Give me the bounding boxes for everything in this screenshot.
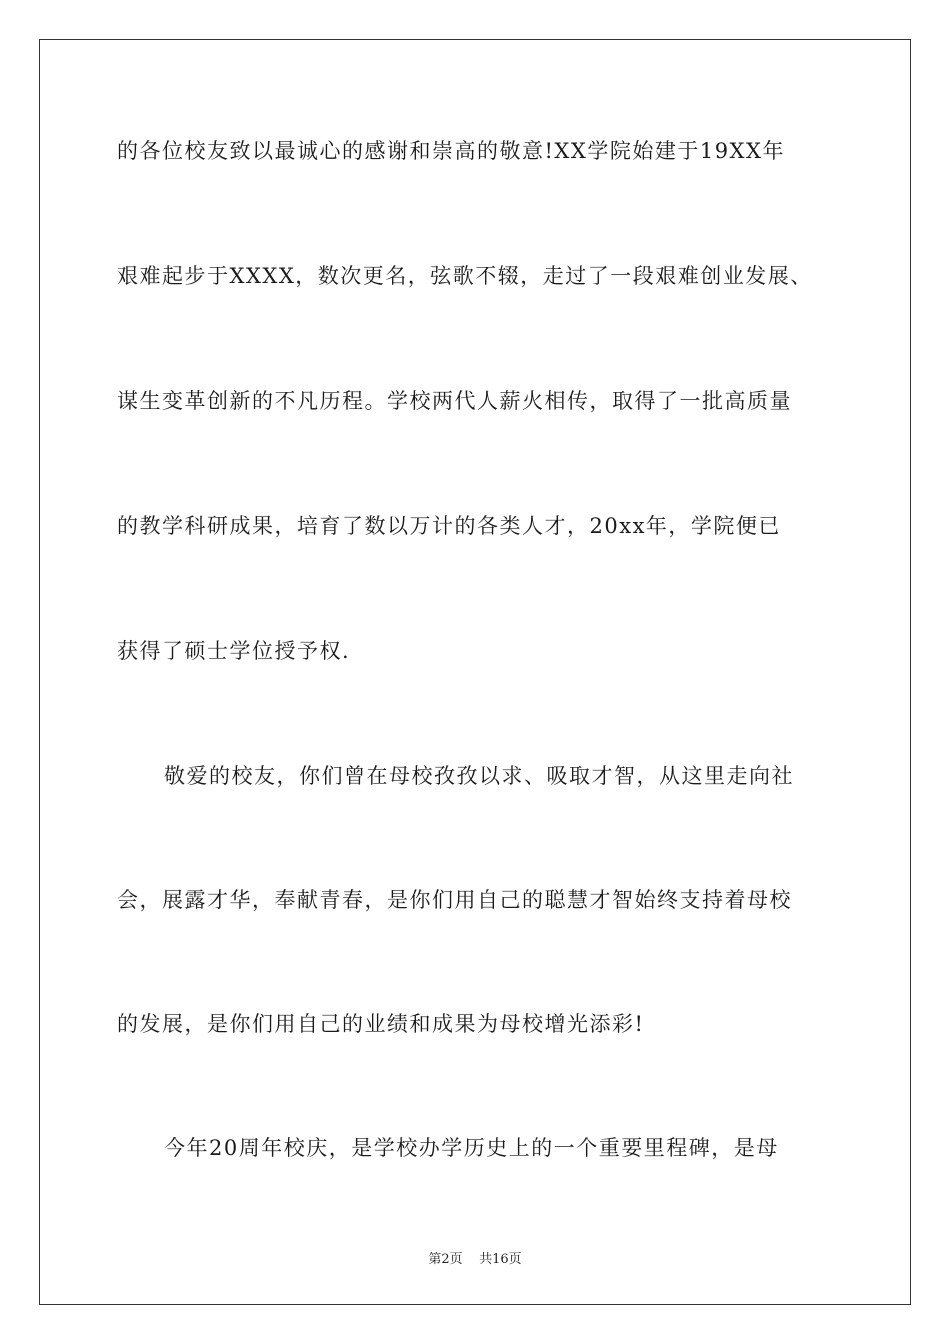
text-line: 的发展，是你们用自己的业绩和成果为母校增光添彩! [117,1012,645,1036]
page-frame [39,39,911,1305]
page-footer [0,1248,950,1267]
text-line: 获得了硕士学位授予权. [117,639,351,663]
text-line: 会，展露才华，奉献青春，是你们用自己的聪慧才智始终支持着母校 [117,888,792,912]
paragraph-first-line: 敬爱的校友，你们曾在母校孜孜以求、吸取才智，从这里走向社 [164,764,794,788]
text-line: 的各位校友致以最诚心的感谢和崇高的敬意!XX学院始建于19XX年 [117,139,785,163]
page-number: 第2页 [428,1252,463,1267]
paragraph-first-line: 今年20周年校庆，是学校办学历史上的一个重要里程碑，是母 [164,1136,779,1160]
text-line: 的教学科研成果，培育了数以万计的各类人才，20xx年，学院便已 [117,514,781,538]
text-line: 谋生变革创新的不凡历程。学校两代人薪火相传，取得了一批高质量 [117,389,792,413]
page-total: 共16页 [479,1252,522,1267]
text-line: 艰难起步于XXXX，数次更名，弦歌不辍，走过了一段艰难创业发展、 [117,264,813,288]
